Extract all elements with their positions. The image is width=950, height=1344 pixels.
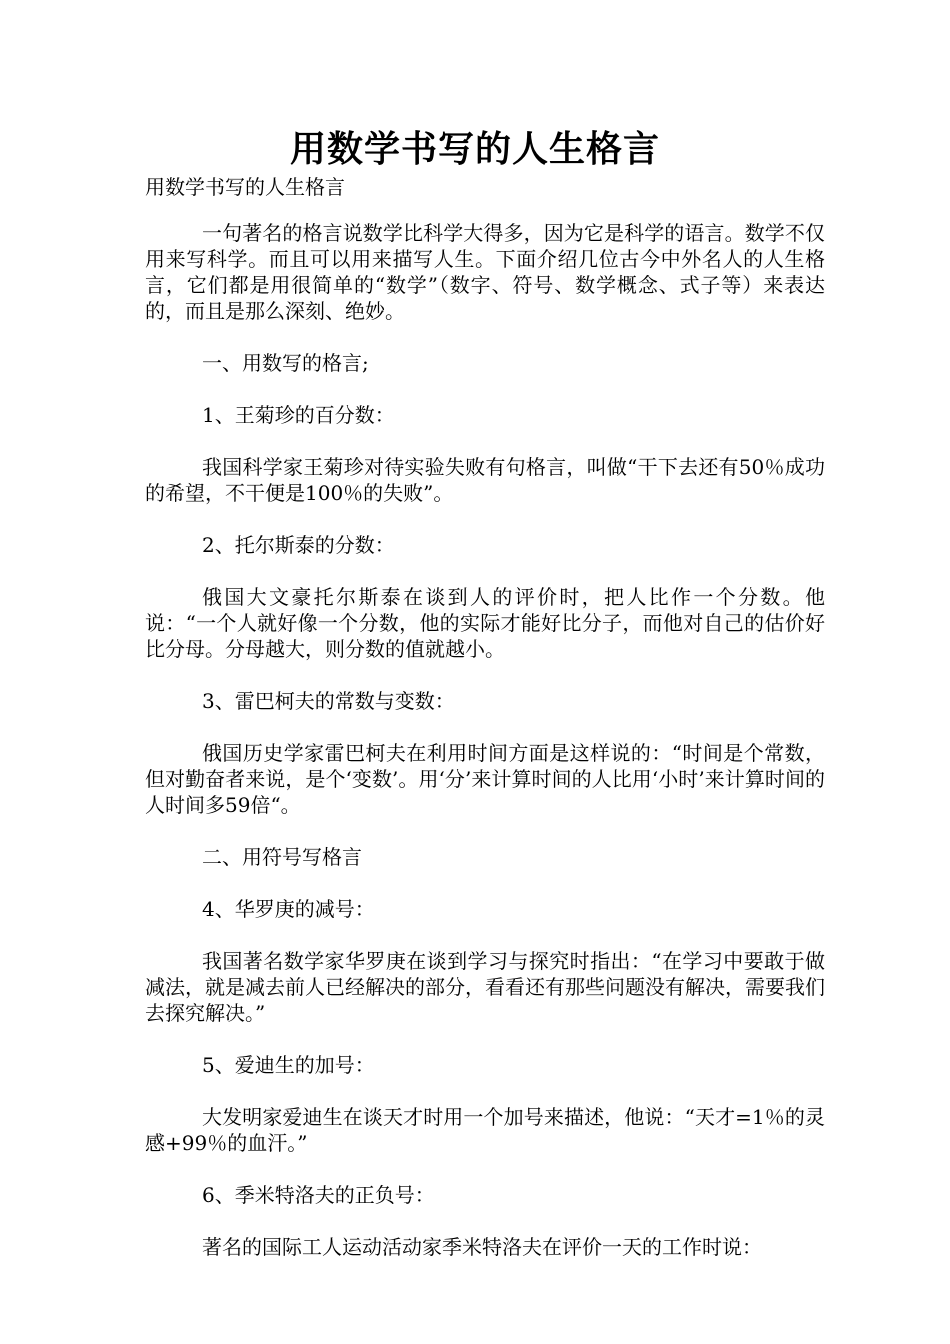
document-subtitle: 用数学书写的人生格言 (145, 175, 345, 199)
section-heading-numbers: 一、用数写的格言; (202, 351, 369, 375)
item-heading-2: 2、托尔斯泰的分数： (202, 533, 395, 557)
document-body (145, 220, 825, 1286)
item-heading-3: 3、雷巴柯夫的常数与变数： (202, 689, 455, 713)
document-title: 用数学书写的人生格言 (289, 128, 660, 170)
item-paragraph-2: 俄国大文豪托尔斯泰在谈到人的评价时，把人比作一个分数。他说：“一个人就好像一个分数，他的实际才能好比分子，而他对自己的估价好比分母。分母越大，则分数的值就越小。 (145, 585, 825, 661)
item-heading-4: 4、华罗庚的减号： (202, 897, 375, 921)
item-paragraph-5: 大发明家爱迪生在谈天才时用一个加号来描述，他说：“天才=1％的灵感+99％的血汗。” (145, 1105, 825, 1155)
item-paragraph-3: 俄国历史学家雷巴柯夫在利用时间方面是这样说的：“时间是个常数，但对勤奋者来说，是个‘变数’。用‘分’来计算时间的人比用‘小时’来计算时间的人时间多59倍“。 (145, 741, 825, 817)
intro-paragraph: 一句著名的格言说数学比科学大得多，因为它是科学的语言。数学不仅用来写科学。而且可以用来描写人生。下面介绍几位古今中外名人的人生格言，它们都是用很简单的“数学”（数字、符号、数学概念、式子等）来表达的，而且是那么深刻、绝妙。 (145, 221, 825, 323)
section-heading-symbols: 二、用符号写格言 (202, 845, 362, 869)
item-heading-5: 5、爱迪生的加号： (202, 1053, 375, 1077)
item-paragraph-4: 我国著名数学家华罗庚在谈到学习与探究时指出：“在学习中要敢于做减法，就是减去前人已经解决的部分，看看还有那些问题没有解决，需要我们去探究解决。” (145, 949, 825, 1025)
item-heading-6: 6、季米特洛夫的正负号： (202, 1183, 435, 1207)
item-paragraph-1: 我国科学家王菊珍对待实验失败有句格言，叫做“干下去还有50％成功的希望，不干便是100％的失败”。 (145, 455, 825, 505)
item-paragraph-6: 著名的国际工人运动活动家季米特洛夫在评价一天的工作时说： (202, 1235, 762, 1259)
item-heading-1: 1、王菊珍的百分数： (202, 403, 395, 427)
